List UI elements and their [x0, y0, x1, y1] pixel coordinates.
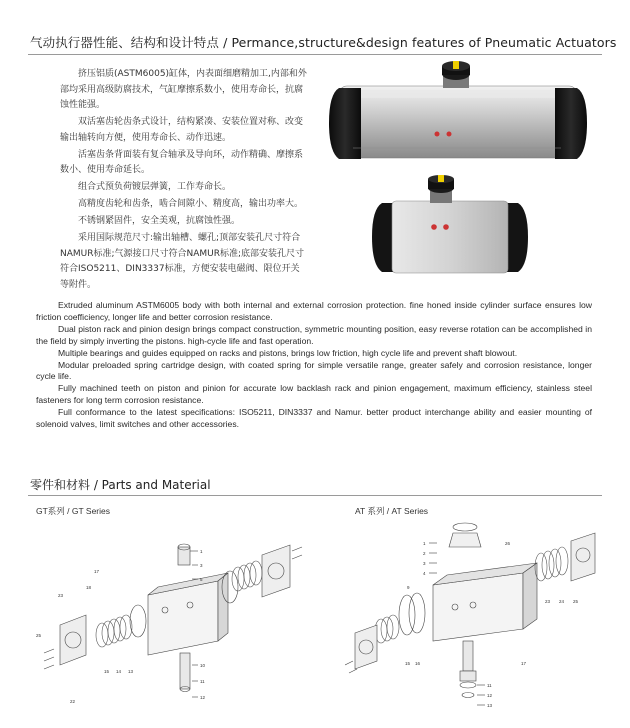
title-divider	[28, 54, 602, 55]
part-number: 14	[116, 669, 122, 674]
en-paragraph: Multiple bearings and guides equipped on racks and pistons, brings low friction, high cycle life and prevent shaft blowout.	[58, 347, 518, 358]
part-number: 2	[423, 551, 426, 556]
part-number: 12	[200, 695, 206, 700]
part-number: 23	[545, 599, 551, 604]
part-number: 24	[559, 599, 565, 604]
at-series-label: AT 系列 / AT Series	[355, 506, 429, 516]
cn-paragraph: 挤压铝质(ASTM6005)缸体，内表面细磨精加工,内部和外部均采用高级防腐技术，气缸摩擦系数小，使用寿命长，抗腐蚀性能强。	[60, 69, 307, 110]
part-number: 1	[423, 541, 426, 546]
cn-paragraph: 双活塞齿轮齿条式设计，结构紧凑、安装位置对称、改变输出轴转向方便，使用寿命长、动作迅速。	[60, 117, 304, 143]
part-number: 13	[128, 669, 134, 674]
english-features	[36, 300, 592, 431]
part-number: 26	[505, 541, 511, 546]
parts-section-title: 零件和材料 / Parts and Material	[30, 478, 211, 492]
part-number: 15	[405, 661, 411, 666]
part-number: 18	[86, 585, 92, 590]
part-number: 11	[200, 679, 205, 684]
cn-paragraph: 组合式预负荷镀层弹簧，工作寿命长。	[78, 182, 232, 192]
part-number: 1	[200, 549, 203, 554]
part-number: 17	[521, 661, 527, 666]
part-number: 5	[200, 577, 203, 582]
gt-series-label: GT系列 / GT Series	[36, 506, 110, 516]
part-number: 13	[487, 703, 493, 708]
cn-paragraph: 高精度齿轮和齿条，啮合间隙小、精度高，输出功率大。	[78, 199, 304, 209]
part-number: 4	[423, 571, 426, 576]
part-number: 3	[423, 561, 426, 566]
gt-exploded-diagram	[30, 525, 320, 725]
part-number: 25	[573, 599, 579, 604]
cn-paragraph: 不锈钢紧固件，安全美观，抗腐蚀性强。	[78, 216, 241, 226]
part-number: 3	[200, 563, 203, 568]
part-number: 22	[70, 699, 76, 704]
part-number: 12	[487, 693, 493, 698]
en-paragraph: Dual piston rack and pinion design brings compact construction, symmetric mounting position, easy reverse rotation can be accomplished in the field by simply inverting the pistons. high-cycle life and fast operation.	[36, 323, 592, 346]
cn-paragraph: 活塞齿条背面装有复合轴承及导向环，动作精确、摩擦系数小、使用寿命延长。	[60, 149, 304, 175]
en-paragraph: Full conformance to the latest specifications: ISO5211, DIN3337 and Namur. better product interchange ability and easier mounting of solenoid valves, limit switches and other accessories.	[36, 407, 592, 430]
en-paragraph: Fully machined teeth on piston and pinion for accurate low backlash rack and pinion engagement, maximum efficiency, stainless steel fasteners for long term corrosion resistance.	[36, 383, 592, 406]
part-number: 25	[36, 633, 42, 638]
part-number: 10	[200, 663, 206, 668]
at-exploded-diagram	[345, 515, 615, 725]
page-title: 气动执行器性能、结构和设计特点 / Permance,structure&design features of Pneumatic Actuators	[30, 35, 617, 50]
en-paragraph: Modular preloaded spring cartridge design, with coated spring for simple versatile range, greater safely and corrosion resistance, longer cycle life.	[36, 359, 592, 382]
en-paragraph: Extruded aluminum ASTM6005 body with both internal and external corrosion protection. fine honed inside cylinder surface ensures low friction coefficiency, longer life and better corrosion resistance.	[36, 300, 592, 322]
part-number: 16	[415, 661, 421, 666]
part-number: 23	[58, 593, 64, 598]
chinese-features	[60, 67, 308, 293]
part-number: 15	[104, 669, 110, 674]
actuator-photo-medium	[370, 175, 530, 280]
cn-paragraph: 采用国际规范尺寸:输出轴槽、螺孔;顶部安装孔尺寸符合NAMUR标准;气源接口尺寸符合NAMUR标准;底部安装孔尺寸符合ISO5211、DIN3337标准，方便安装电磁阀、限位开关等附件。	[60, 233, 305, 290]
part-number: 17	[94, 569, 100, 574]
part-number: 9	[407, 585, 410, 590]
part-number: 11	[487, 683, 492, 688]
actuator-photo-large	[325, 60, 590, 168]
parts-divider	[28, 495, 602, 496]
